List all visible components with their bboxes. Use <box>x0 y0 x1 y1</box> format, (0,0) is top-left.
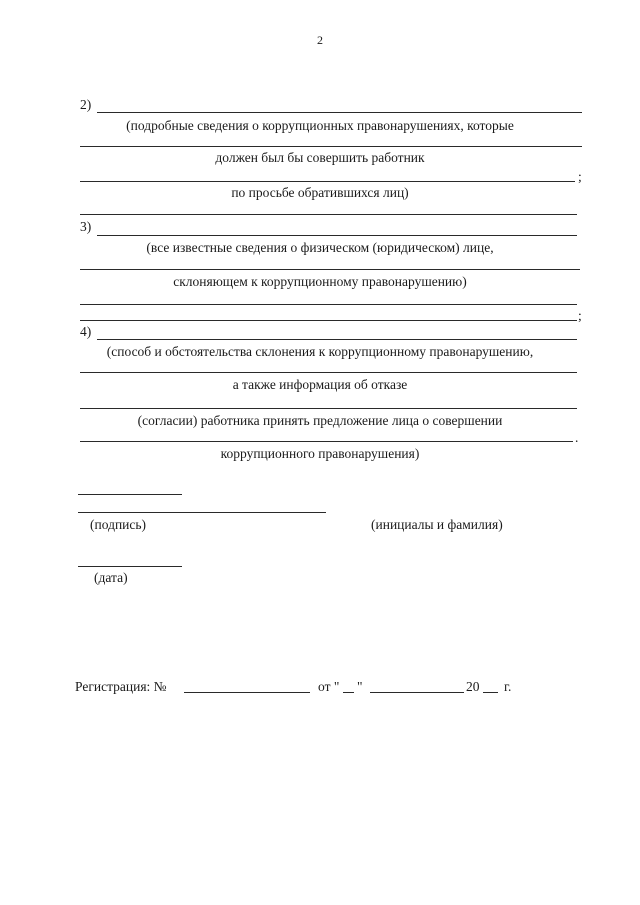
item-3-caption-1: (все известные сведения о физическом (юридическом) лице, <box>146 240 494 255</box>
item-4-fill-line-2[interactable] <box>80 372 577 373</box>
date-line[interactable] <box>78 566 182 567</box>
name-label: (инициалы и фамилия) <box>371 517 503 532</box>
item-4-caption-2: а также информация об отказе <box>232 377 408 392</box>
registration-year-suffix: г. <box>504 679 512 694</box>
item-2-number: 2) <box>80 97 92 112</box>
item-4-caption-4: коррупционного правонарушения) <box>220 446 420 461</box>
item-2-end-mark: ; <box>578 169 582 184</box>
item-2-fill-line-1[interactable] <box>97 112 582 113</box>
item-2-fill-line-4[interactable] <box>80 214 577 215</box>
item-2-caption-3: по просьбе обратившихся лиц) <box>231 185 409 200</box>
item-4-fill-line-1[interactable] <box>97 339 577 340</box>
registration-label: Регистрация: № <box>75 679 167 694</box>
registration-quote-close: " <box>357 679 363 694</box>
item-4-caption-1: (способ и обстоятельства склонения к коррупционному правонарушению, <box>106 344 534 359</box>
date-label: (дата) <box>94 570 128 585</box>
item-3-number: 3) <box>80 219 92 234</box>
registration-year-line[interactable] <box>483 692 498 693</box>
item-3-fill-line-3[interactable] <box>80 304 577 305</box>
item-4-number: 4) <box>80 324 92 339</box>
signature-line-short[interactable] <box>78 494 182 495</box>
item-4-caption-3: (согласии) работника принять предложение лица о совершении <box>137 413 503 428</box>
item-3-caption-2: склоняющем к коррупционному правонарушению) <box>173 274 467 289</box>
registration-number-line[interactable] <box>184 692 310 693</box>
item-3-end-mark: ; <box>578 308 582 323</box>
signature-label: (подпись) <box>90 517 147 532</box>
item-3-fill-line-4[interactable] <box>80 320 577 321</box>
signature-line[interactable] <box>78 512 326 513</box>
item-4-fill-line-4[interactable] <box>80 441 573 442</box>
item-2-caption-2: должен был бы совершить работник <box>215 150 425 165</box>
registration-year-prefix: 20 <box>466 679 480 694</box>
item-3-fill-line-2[interactable] <box>80 269 580 270</box>
registration-from: от " <box>318 679 340 694</box>
item-2-caption-1: (подробные сведения о коррупционных правонарушениях, которые <box>126 118 514 133</box>
item-4-end-mark: . <box>575 430 579 445</box>
page-number: 2 <box>317 33 323 47</box>
item-2-fill-line-3[interactable] <box>80 181 575 182</box>
registration-month-line[interactable] <box>370 692 464 693</box>
item-3-fill-line-1[interactable] <box>97 235 577 236</box>
item-4-fill-line-3[interactable] <box>80 408 577 409</box>
registration-day-line[interactable] <box>343 692 354 693</box>
item-2-fill-line-2[interactable] <box>80 146 582 147</box>
